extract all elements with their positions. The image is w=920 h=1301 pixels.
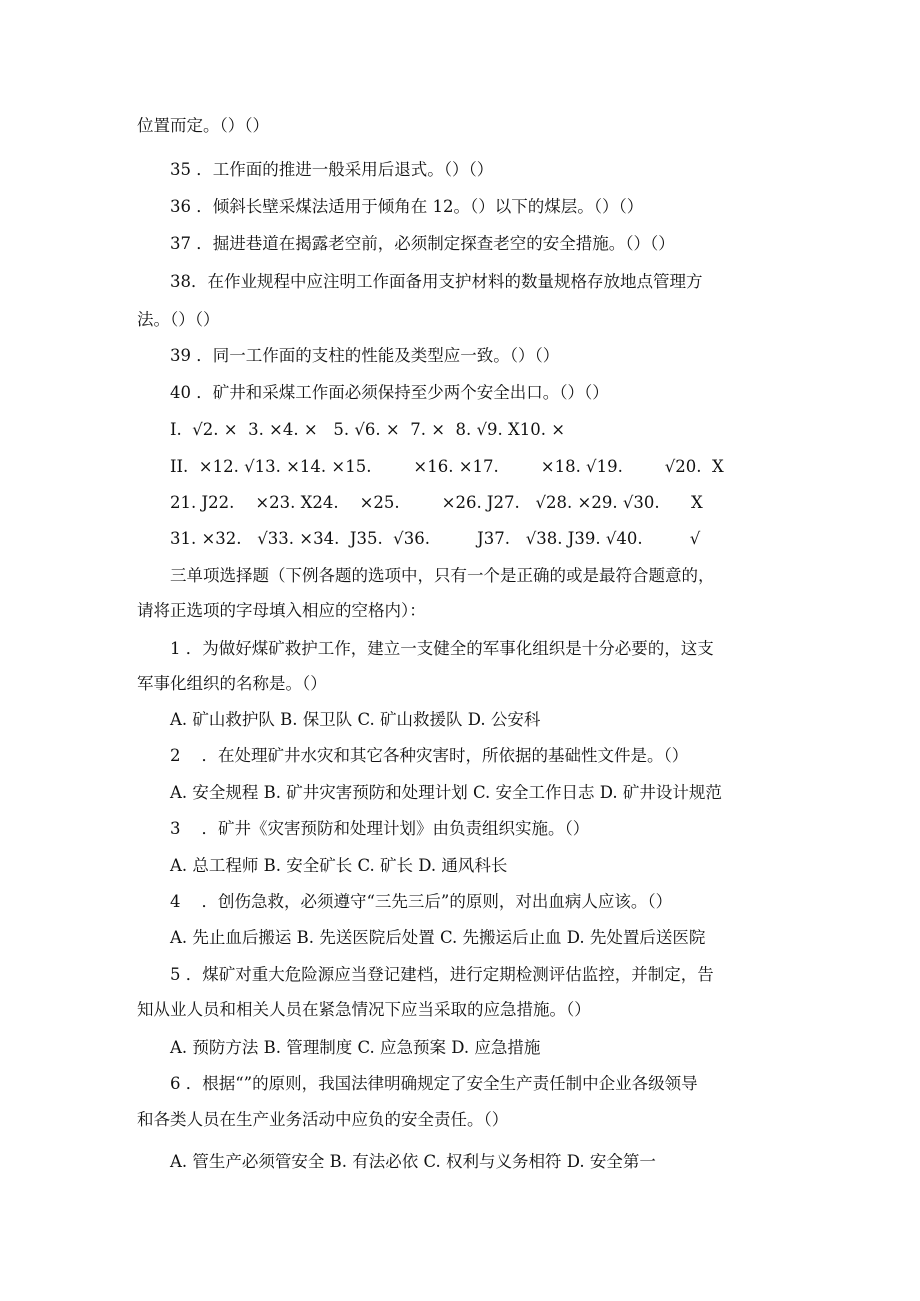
answer-key-row: II. ×12. √13. ×14. ×15. ×16. ×17. ×18. √19. √20. X bbox=[170, 457, 724, 476]
question-5: 5 ．煤矿对重大危险源应当登记建档，进行定期检测评估监控，并制定，告 bbox=[170, 965, 714, 984]
question-38: 38．在作业规程中应注明工作面备用支护材料的数量规格存放地点管理方 bbox=[170, 272, 703, 291]
options-5: A. 预防方法 B. 管理制度 C. 应急预案 D. 应急措施 bbox=[170, 1038, 541, 1057]
answer-key-row: 31. ×32. √33. ×34. J35. √36. J37. √38. J39. √40. √ bbox=[170, 529, 701, 548]
question-2: 2 ．在处理矿井水灾和其它各种灾害时，所依据的基础性文件是。（） bbox=[170, 746, 689, 765]
question-39: 39 ．同一工作面的支柱的性能及类型应一致。（）（） bbox=[170, 346, 560, 365]
text-line: 知从业人员和相关人员在紧急情况下应当采取的应急措施。（） bbox=[137, 1000, 591, 1019]
text-line: 和各类人员在生产业务活动中应负的安全责任。（） bbox=[137, 1110, 509, 1129]
text-line: 军事化组织的名称是。（） bbox=[137, 674, 327, 693]
question-3: 3 ．矿井《灾害预防和处理计划》由负责组织实施。（） bbox=[170, 819, 590, 838]
question-37: 37 ．掘进巷道在揭露老空前，必须制定探查老空的安全措施。（）（） bbox=[170, 234, 675, 253]
options-2: A. 安全规程 B. 矿井灾害预防和处理计划 C. 安全工作日志 D. 矿井设计规范 bbox=[170, 783, 722, 802]
question-1: 1 ．为做好煤矿救护工作，建立一支健全的军事化组织是十分必要的，这支 bbox=[170, 639, 714, 658]
question-6: 6 ．根据“”的原则，我国法律明确规定了安全生产责任制中企业各级领导 bbox=[170, 1074, 698, 1093]
text-line: 位置而定。（）（） bbox=[137, 116, 269, 135]
question-35: 35 ．工作面的推进一般采用后退式。（）（） bbox=[170, 160, 494, 179]
section-heading: 三单项选择题（下例各题的选项中，只有一个是正确的或是最符合题意的， bbox=[170, 566, 715, 585]
answer-key-row: 21. J22. ×23. X24. ×25. ×26. J27. √28. ×29. √30. X bbox=[170, 493, 703, 512]
question-36: 36 ．倾斜长壁采煤法适用于倾角在 12。（）以下的煤层。（）（） bbox=[170, 197, 644, 216]
answer-key-row: I. √2. × 3. ×4. × 5. √6. × 7. × 8. √9. X10. × bbox=[170, 420, 566, 439]
question-40: 40 ．矿井和采煤工作面必须保持至少两个安全出口。（）（） bbox=[170, 383, 609, 402]
text-line: 法。（）（） bbox=[137, 310, 220, 329]
text-line: 请将正选项的字母填入相应的空格内）： bbox=[137, 601, 426, 620]
options-6: A. 管生产必须管安全 B. 有法必依 C. 权利与义务相符 D. 安全第一 bbox=[170, 1152, 656, 1171]
question-4: 4 ．创伤急救，必须遵守“三先三后”的原则，对出血病人应该。（） bbox=[170, 892, 673, 911]
options-1: A. 矿山救护队 B. 保卫队 C. 矿山救援队 D. 公安科 bbox=[170, 710, 541, 729]
options-3: A. 总工程师 B. 安全矿长 C. 矿长 D. 通风科长 bbox=[170, 856, 508, 875]
options-4: A. 先止血后搬运 B. 先送医院后处置 C. 先搬运后止血 D. 先处置后送医院 bbox=[170, 928, 706, 947]
